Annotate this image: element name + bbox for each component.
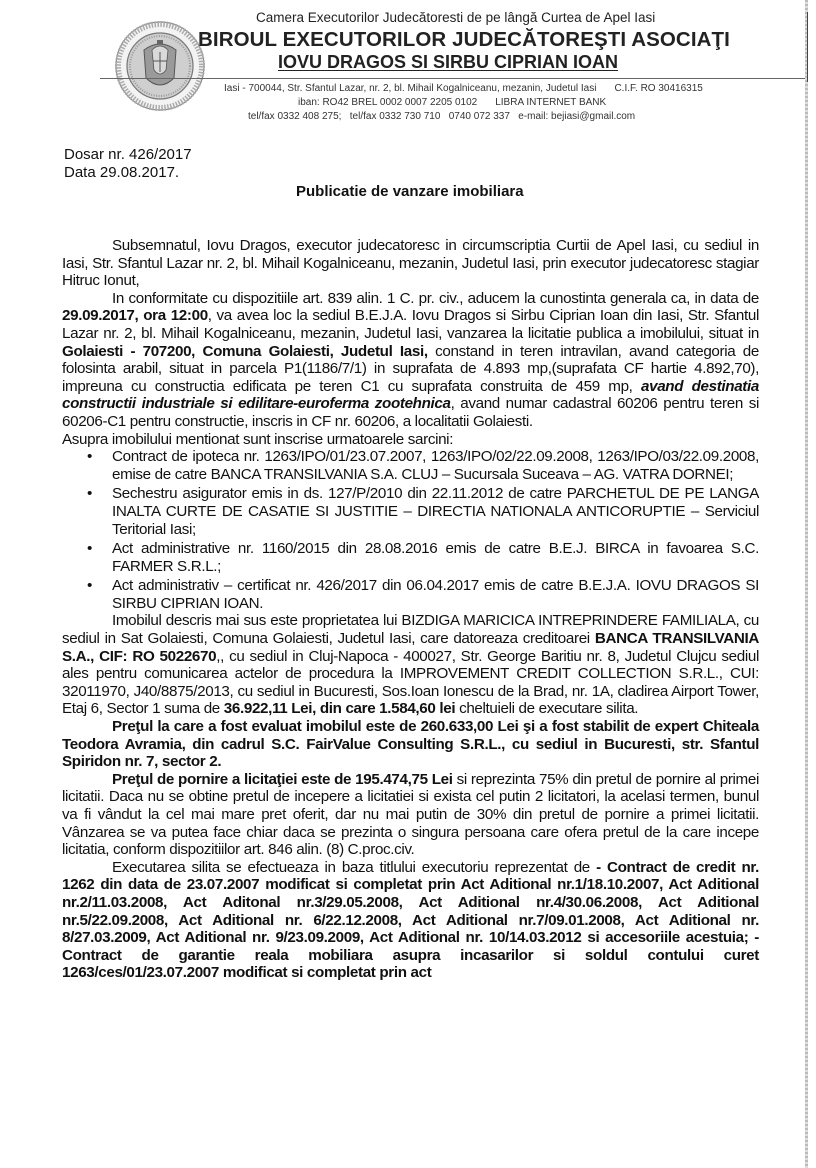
enforcement-title-contracts: - Contract de credit nr. 1262 din data de 23.07.2007 modificat si completat prin Act Aditional nr.1/18.10.2007, Act Aditional nr.2/11.03.2008, Act Aditonal nr.3/29.05.2008, Act Aditional nr.4/30.06.2008, Act Aditional nr.5/22.09.2008, Act Aditional nr. 6/22.12.2008, Act Aditional nr.7/09.01.2008, Act Aditional nr. 8/27.03.2009, Act Aditional nr. 9/23.09.2009, Act Aditional nr. 10/14.03.2012 si accesoriile acestuia; - Contract de garantie reala mobiliara asupra incasarilor si soldul contului curet 1263/ces/01/23.07.2007 modificat si completat prin act [62,858,759,982]
scan-edge-mark [807,12,808,82]
creditor-name: BANCA TRANSILVANIA S.A., CIF: RO 5022670 [62,630,760,665]
debt-amount: 36.922,11 Lei, din care 1.584,60 lei [223,700,456,718]
auction-date-time: 29.09.2017, ora 12:00 [62,307,208,325]
office-address: Iasi - 700044, Str. Sfantul Lazar, nr. 2, bl. Mihail Kogalniceanu, mezanin, Judetul Iasi [224,83,597,94]
burden-item: • Contract de ipoteca nr. 1263/IPO/01/23.07.2007, 1263/IPO/02/22.09.2008, 1263/IPO/03/22.09.2008, emise de catre BANCA TRANSILVANIA S.A. CLUJ – Sucursala Suceava – AG. VATRA DORNEI; [112,448,759,483]
contact-line [248,111,635,122]
document-title: Publicatie de vanzare imobiliara [296,183,524,200]
bank-line [298,97,606,108]
office-iban: iban: RO42 BREL 0002 0007 2205 0102 [298,97,478,108]
paragraph-intro: Subsemnatul, Iovu Dragos, executor judecatoresc in circumscriptia Curtii de Apel Iasi, cu sediul in Iasi, Str. Sfantul Lazar nr. 2, bl. Mihail Kogalniceanu, mezanin, Judetul Iasi, prin executor judecatoresc stagiar Hitruc Ionut, [62,237,759,290]
email: e-mail: bejiasi@gmail.com [518,111,636,122]
phone-3: 0740 072 337 [448,111,510,122]
property-location: Golaiesti - 707200, Comuna Golaiesti, Judetul Iasi, [62,342,428,360]
burden-item: • Act administrative nr. 1160/2015 din 28.08.2016 emis de catre B.E.J. BIRCA in favoarea S.C. FARMER S.R.L.; [112,540,759,575]
document-date: Data 29.08.2017. [64,164,180,181]
paragraph-valuation: Preţul la care a fost evaluat imobilul este de 260.633,00 Lei şi a fost stabilit de expert Chiteala Teodora Avramia, din cadrul S.C. FairValue Consulting S.R.L., cu sediul in Bucuresti, str. Sfantul Spiridon nr. 7, sector 2. [62,718,759,771]
text: In conformitate cu dispozitiile art. 839 alin. 1 C. pr. civ., aducem la cunostinta generala ca, in data de [112,289,759,307]
text: ,, cu sediul in Cluj-Napoca - 400027, Str. George Baritiu nr. 8, Judetul Clujcu sediul ales pentru comunicarea actelor de procedura la IMPROVEMENT CREDIT COLLECTION S.R.L., CUI: 32011970, J40/8875/2013, cu sediul in Bucuresti, Sos.Ioan Ionescu de la Brad, nr. 1A, cladirea Airport Tower, Etaj 6, Sector 1 suma de [62,647,760,718]
coat-of-arms-seal-icon [114,20,206,112]
burdens-list [62,448,759,612]
scan-edge [805,0,808,1168]
paragraph-starting-price [62,771,759,859]
phone-1: tel/fax 0332 408 275; [248,111,342,122]
burden-item: • Sechestru asigurator emis in ds. 127/P/2010 din 22.11.2012 de catre PARCHETUL DE PE LANGA INALTA CURTE DE CASATIE SI JUSTITIE – DIRECTIA NATIONALA ANTICORUPTIE – Serviciul Teritorial Iasi; [112,485,759,538]
burden-item: • Act administrativ – certificat nr. 426/2017 din 06.04.2017 emis de catre B.E.J.A. IOVU DRAGOS SI SIRBU CIPRIAN IOAN. [112,577,759,612]
document-body [62,237,759,982]
office-bank: LIBRA INTERNET BANK [495,97,607,108]
text: Imobilul descris mai sus este proprietatea lui BIZDIGA MARICICA INTREPRINDERE FAMILIALA, cu sediul in Sat Golaiesti, Comuna Golaiesti, Judetul Iasi, care datoreaza creditoarei [62,612,759,648]
burdens-heading: Asupra imobilului mentionat sunt inscrise urmatoarele sarcini: [62,430,454,448]
starting-price: Preţul de pornire a licitaţiei este de 195.474,75 Lei [112,770,453,788]
text: cheltuieli de executare silita. [455,700,639,718]
property-destination: avand destinatia constructii industriale si edilitare-euroferma zootehnica [62,377,759,413]
paragraph-debtor [62,612,759,718]
phone-2: tel/fax 0332 730 710 [349,111,441,122]
text: , avand numar cadastral 60206 pentru teren si 60206-C1 pentru constructie, inscris in CF nr. 60206, a localitatii Golaiesti. [62,395,759,430]
text: constand in teren intravilan, avand categoria de folosinta arabil, situat in parcela P1(1186/7/1) in suprafata de 4.893 mp,(suprafata CF hartie 4.892,70), impreuna cu constructia edificata pe teren C1 cu suprafata construita de 459 mp, [62,342,759,395]
office-cif: C.I.F. RO 30416315 [614,83,703,94]
executors-names: IOVU DRAGOS SI SIRBU CIPRIAN IOAN [278,52,619,72]
text: si reprezinta 75% din pretul de pornire al primei licitatii. Daca nu se obtine pretul de incepere a licitatiei si exista cel putin 2 licitatori, la acelasi termen, bunul va fi vândut la cel mai mare pret oferit, dar nu mai putin de 30% din pretul de pornire a primei licitatii. Vânzarea se va putea face chiar daca se prezinta o singura persoana care ofera pretul de la care incepe licitatia, conform dispozitiilor art. 846 alin. (8) C.proc.civ. [62,770,759,859]
text: Executarea silita se efectueaza in baza titlului executoriu reprezentat de [112,858,597,876]
header-divider [100,78,805,79]
chamber-name: Camera Executorilor Judecătoresti de pe lângă Curtea de Apel Iasi [256,10,656,25]
office-address-line [224,83,703,94]
paragraph-enforcement-title [62,859,759,982]
case-number: Dosar nr. 426/2017 [64,146,192,163]
text: , va avea loc la sediul B.E.J.A. Iovu Dragos si Sirbu Ciprian Ioan din Iasi, Str. Sfantul Lazar nr. 2, bl. Mihail Kogalniceanu, mezanin, Judetul Iasi, vanzarea la licitatie publica a imobilului, situat in [62,307,759,342]
paragraph-auction-details [62,290,759,431]
office-name: BIROUL EXECUTORILOR JUDECĂTOREŞTI ASOCIAŢI [198,28,730,51]
